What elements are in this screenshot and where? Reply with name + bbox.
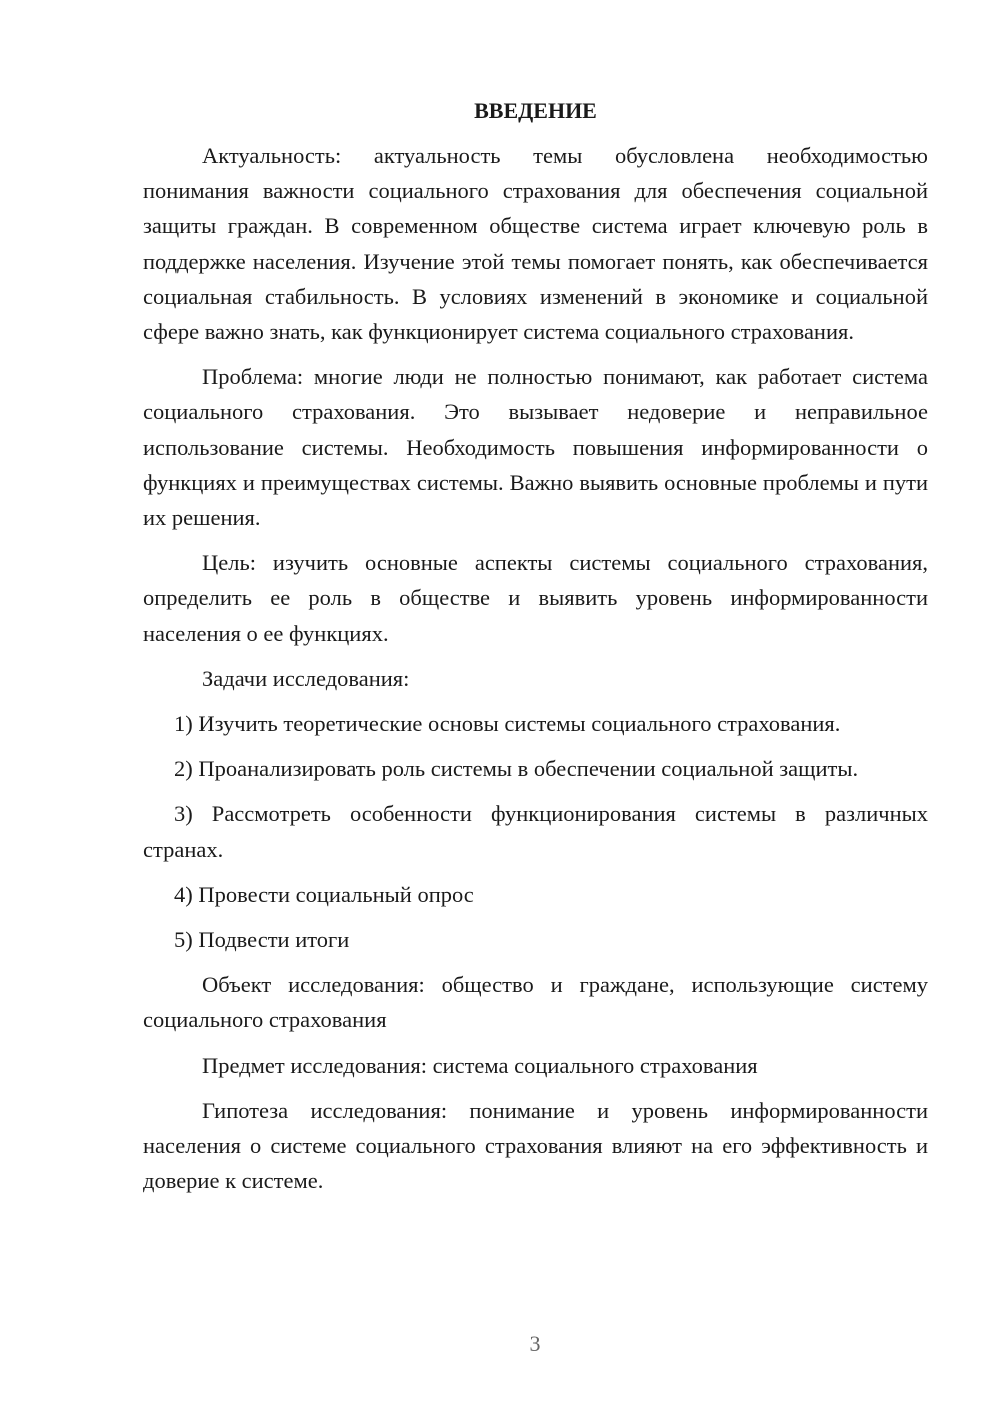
subject-paragraph: Предмет исследования: система социального страхования <box>202 1052 758 1078</box>
section-title: ВВЕДЕНИЕ <box>474 98 597 123</box>
goal-paragraph: Цель: изучить основные аспекты системы социального страхования, определить ее роль в обществе и выявить уровень информированности населения о ее функциях. <box>143 550 928 646</box>
task-item-1: 1) Изучить теоретические основы системы социального страхования. <box>174 711 841 737</box>
hypothesis-paragraph: Гипотеза исследования: понимание и уровень информированности населения о системе социального страхования влияют на его эффективность и доверие к системе. <box>143 1097 928 1194</box>
object-paragraph: Объект исследования: общество и граждане, использующие систему социального страхования <box>143 972 928 1033</box>
relevance-paragraph: Актуальность: актуальность темы обусловлена необходимостью понимания важности социального страхования для обеспечения социальной защиты граждан. В современном обществе система играет ключевую роль в поддержке населения. Изучение этой темы помогает понять, как обеспечивается социальная стабильность. В условиях изменений в экономике и социальной сфере важно знать, как функционирует система социального страхования. <box>143 143 928 345</box>
tasks-heading: Задачи исследования: <box>202 665 410 691</box>
task-item-3: 3) Рассмотреть особенности функционирования системы в различных странах. <box>143 801 928 862</box>
task-item-2: 2) Проанализировать роль системы в обеспечении социальной защиты. <box>174 756 859 782</box>
page-content <box>143 93 928 1208</box>
task-item-4: 4) Провести социальный опрос <box>174 881 474 907</box>
task-item-5: 5) Подвести итоги <box>174 927 350 953</box>
page-number: 3 <box>529 1331 541 1356</box>
problem-paragraph: Проблема: многие люди не полностью понимают, как работает система социального страхования. Это вызывает недоверие и неправильное использование системы. Необходимость повышения информированности о функциях и преимуществах системы. Важно выявить основные проблемы и пути их решения. <box>143 364 928 531</box>
